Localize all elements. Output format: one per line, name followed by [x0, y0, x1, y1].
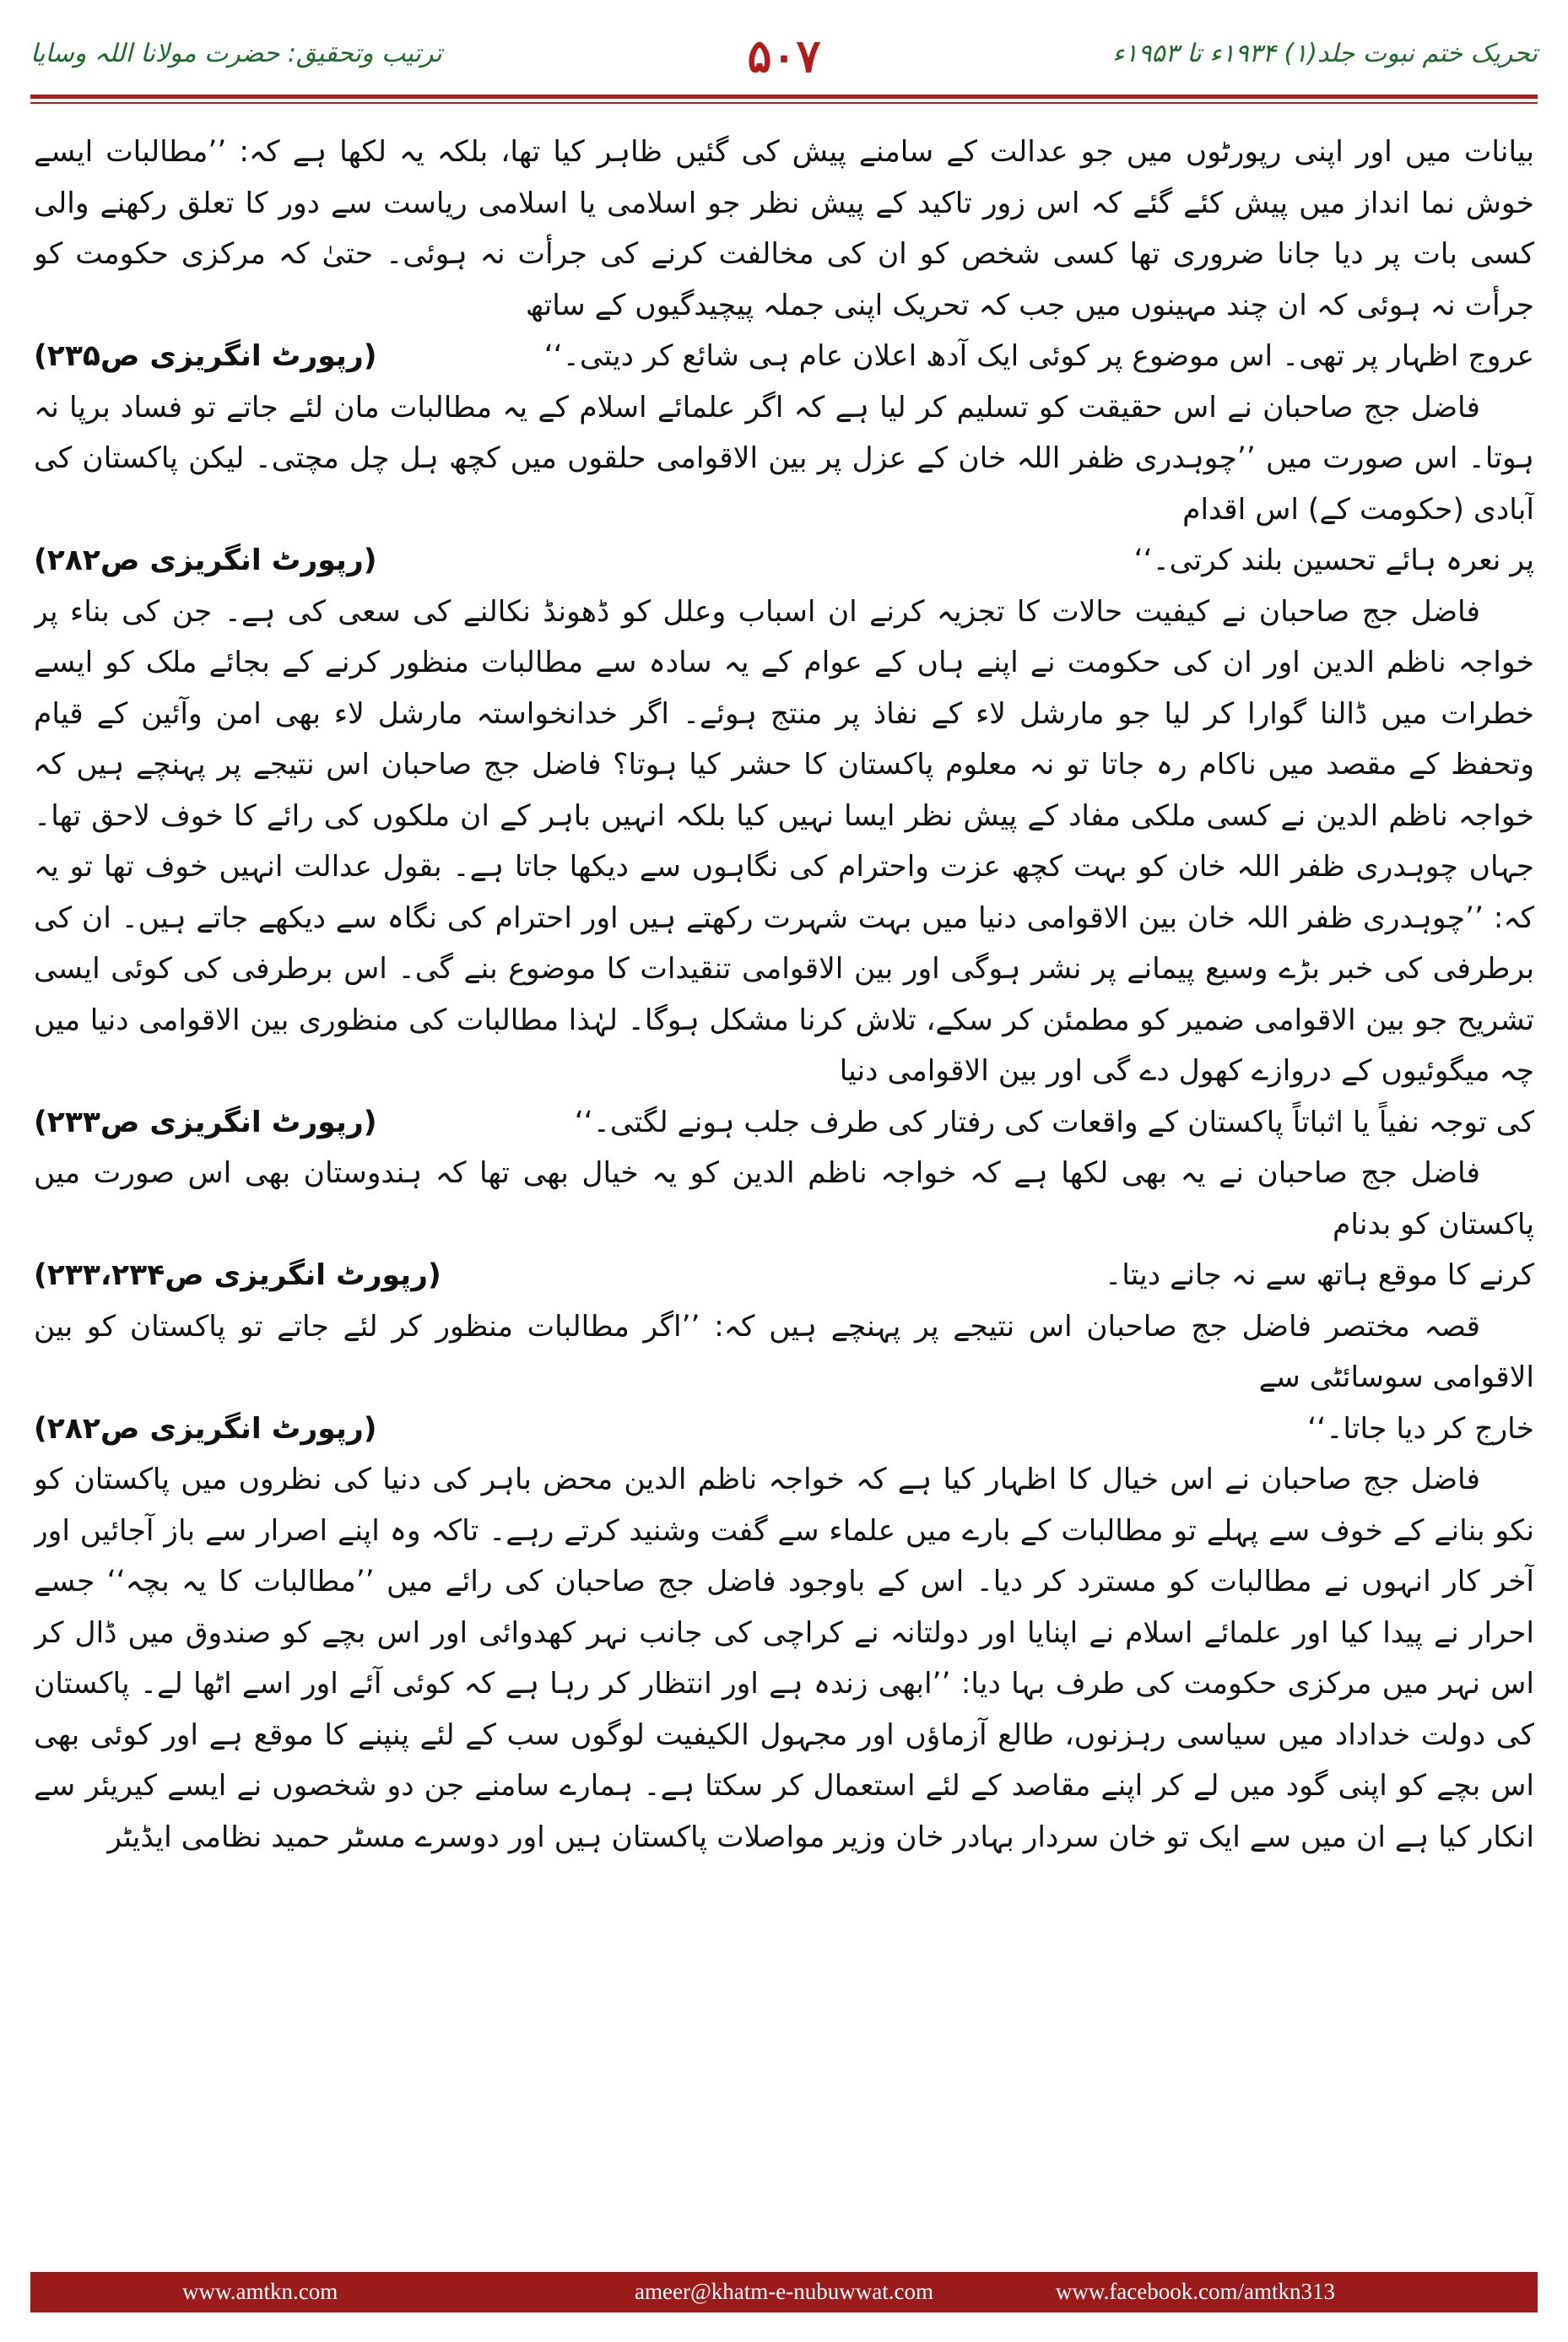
- paragraph-4-last-line: [34, 1250, 1534, 1301]
- paragraph-2-closing-text: پر نعرہ ہائے تحسین بلند کرتی۔‘‘: [1133, 544, 1534, 577]
- paragraph-5: قصہ مختصر فاضل جج صاحبان اس نتیجے پر پہنچے ہیں کہ: ’’اگر مطالبات منظور کر لئے جاتے تو پاکستان کو بین الاقوامی سوسائٹی سے: [34, 1309, 1534, 1394]
- paragraph-1-last-line: [34, 331, 1534, 382]
- email-link[interactable]: ameer@khatm-e-nubuwwat.com: [635, 2279, 933, 2304]
- website-link[interactable]: www.amtkn.com: [182, 2279, 338, 2304]
- header-rule-thin: [30, 102, 1538, 104]
- header-rule: [30, 95, 1538, 99]
- paragraph-3-last-line: [34, 1097, 1534, 1149]
- report-reference: (رپورٹ انگریزی ص۲۳۳،۲۳۴): [34, 1258, 441, 1292]
- page-header: [30, 29, 1538, 88]
- paragraph-2: فاضل جج صاحبان نے اس حقیقت کو تسلیم کر لیا ہے کہ اگر علمائے اسلام کے یہ مطالبات مان لئے جاتے تو فساد برپا نہ ہوتا۔ اس صورت میں ’’چوہدری ظفر اللہ خان کے عزل پر بین الاقوامی حلقوں میں کچھ ہل چل مچتی۔ لیکن پاکستان کی آبادی (حکومت کے) اس اقدام: [34, 390, 1534, 527]
- paragraph-5-closing-text: خارج کر دیا جاتا۔‘‘: [1307, 1411, 1534, 1446]
- book-title: تحریک ختم نبوت جلد(۱) ۱۹۳۴ء تا ۱۹۵۳ء: [1112, 39, 1538, 68]
- paragraph-4: فاضل جج صاحبان نے یہ بھی لکھا ہے کہ خواجہ ناظم الدین کو یہ خیال بھی تھا کہ ہندوستان بھی اس صورت میں پاکستان کو بدنام: [34, 1156, 1534, 1241]
- paragraph-3: فاضل جج صاحبان نے کیفیت حالات کا تجزیہ کرنے ان اسباب وعلل کو ڈھونڈ نکالنے کی سعی کی ہے۔ جن کی بناء پر خواجہ ناظم الدین اور ان کی حکومت نے اپنے ہاں کے عوام کے یہ سادہ سے مطالبات منظور کرنے کے بجائے ملک کو ایسے خطرات میں ڈالنا گوارا کر لیا جو مارشل لاء کے نفاذ پر منتج ہوئے۔ اگر خدانخواستہ مارشل لاء بھی امن وآئین کے قیام وتحفظ کے مقصد میں ناکام رہ جاتا تو نہ معلوم پاکستان کا حشر کیا ہوتا؟ فاضل جج صاحبان اس نتیجے پر پہنچے ہیں کہ خواجہ ناظم الدین نے کسی ملکی مفاد کے پیش نظر ایسا نہیں کیا بلکہ انہیں باہر کے ان ملکوں کی رائے کا خوف لاحق تھا۔ جہاں چوہدری ظفر اللہ خان کو بہت کچھ عزت واحترام کی نگاہوں سے دیکھا جاتا ہے۔ بقول عدالت انہیں خوف تھا تو یہ کہ: ’’چوہدری ظفر اللہ خان بین الاقوامی دنیا میں بہت شہرت رکھتے ہیں اور احترام کی نگاہ سے دیکھے جاتے ہیں۔ ان کی برطرفی کی خبر بڑے وسیع پیمانے پر نشر ہوگی اور بین الاقوامی تنقیدات کا موضوع بنے گی۔ اس برطرفی کی کوئی ایسی تشریح جو بین الاقوامی ضمیر کو مطمئن کر سکے، تلاش کرنا مشکل ہوگا۔ لہٰذا مطالبات کی منظوری بین الاقوامی دنیا میں چہ میگوئیوں کے دروازے کھول دے گی اور بین الاقوامی دنیا: [34, 594, 1534, 1088]
- page-footer: [30, 2272, 1538, 2312]
- report-reference: (رپورٹ انگریزی ص۲۳۳): [34, 1105, 377, 1139]
- paragraph-3-closing-text: کی توجہ نفیاً یا اثباتاً پاکستان کے واقعات کی رفتار کی طرف جلب ہونے لگتی۔‘‘: [574, 1105, 1534, 1139]
- paragraph-5-last-line: [34, 1404, 1534, 1455]
- paragraph-1-closing-text: عروج اظہار پر تھی۔ اس موضوع پر کوئی ایک آدھ اعلان عام ہی شائع کر دیتی۔‘‘: [543, 339, 1534, 373]
- report-reference: (رپورٹ انگریزی ص۲۳۵): [34, 339, 377, 373]
- page-number: ۵۰۷: [747, 29, 821, 83]
- report-reference: (رپورٹ انگریزی ص۲۸۲): [34, 1411, 377, 1446]
- report-reference: (رپورٹ انگریزی ص۲۸۲): [34, 544, 377, 577]
- paragraph-1: بیانات میں اور اپنی رپورٹوں میں جو عدالت کے سامنے پیش کی گئیں ظاہر کیا تھا، بلکہ یہ لکھا ہے کہ: ’’مطالبات ایسے خوش نما انداز میں پیش کئے گئے کہ اس زور تاکید کے پیش نظر جو اسلامی یا اسلامی ریاست سے دور کا تعلق رکھنے والی کسی بات پر دیا جانا ضروری تھا کسی شخص کو ان کی مخالفت کرنے کی جرأت نہ ہوئی۔ حتیٰ کہ مرکزی حکومت کو جرأت نہ ہوئی کہ ان چند مہینوں میں جب کہ تحریک اپنی جملہ پیچیدگیوں کے ساتھ: [34, 135, 1534, 322]
- page-body: [34, 127, 1534, 2211]
- paragraph-6: فاضل جج صاحبان نے اس خیال کا اظہار کیا ہے کہ خواجہ ناظم الدین محض باہر کی دنیا کی نظروں میں پاکستان کو نکو بنانے کے خوف سے پہلے تو مطالبات کے بارے میں علماء سے گفت وشنید کرتے رہے۔ تاکہ وہ اپنے اصرار سے باز آجائیں اور آخر کار انہوں نے مطالبات کو مسترد کر دیا۔ اس کے باوجود فاضل جج صاحبان کی رائے میں ’’مطالبات کا یہ بچہ‘‘ جسے احرار نے پیدا کیا اور علمائے اسلام نے اپنایا اور دولتانہ نے کراچی کی جانب نہر کھدوائی اور اس بچے کو صندوق میں ڈال کر اس نہر میں مرکزی حکومت کی طرف بہا دیا: ’’ابھی زندہ ہے اور انتظار کر رہا ہے کہ کوئی آئے اور اسے اٹھا لے۔ پاکستان کی دولت خداداد میں سیاسی رہزنوں، طالع آزماؤں اور مجہول الکیفیت لوگوں سب کے لئے پنپنے کا موقع ہے اور کوئی بھی اس بچے کو اپنی گود میں لے کر اپنے مقاصد کے لئے استعمال کر سکتا ہے۔ ہمارے سامنے جن دو شخصوں نے ایسے کیریئر سے انکار کیا ہے ان میں سے ایک تو خان سردار بہادر خان وزیر مواصلات پاکستان ہیں اور دوسرے مسٹر حمید نظامی ایڈیٹر: [34, 1463, 1534, 1854]
- paragraph-4-closing-text: کرنے کا موقع ہاتھ سے نہ جانے دیتا۔: [1105, 1258, 1534, 1292]
- compiler-credit: ترتیب وتحقیق: حضرت مولانا اللہ وسایا: [30, 39, 442, 68]
- paragraph-2-last-line: [34, 535, 1534, 587]
- facebook-link[interactable]: www.facebook.com/amtkn313: [1055, 2279, 1335, 2304]
